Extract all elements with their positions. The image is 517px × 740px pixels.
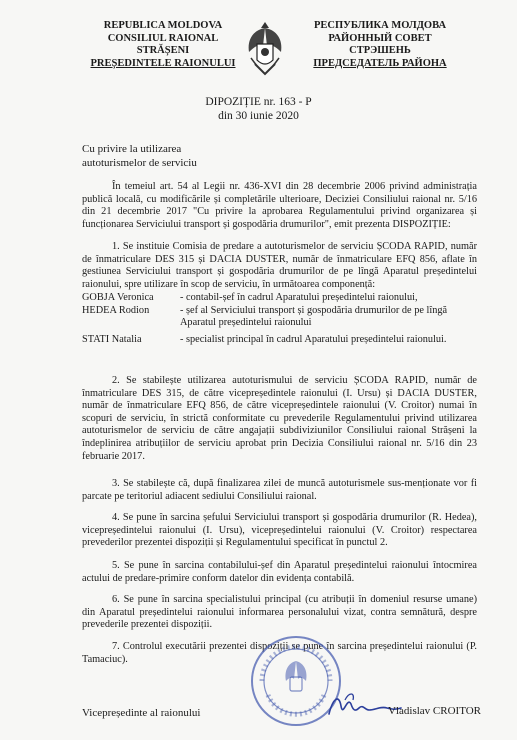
document-title: DIPOZIȚIE nr. 163 - P bbox=[205, 96, 312, 108]
header-right-line2: РАЙОННЫЙ СОВЕТ bbox=[328, 32, 432, 44]
header-left-line1: REPUBLICA MOLDOVA bbox=[103, 20, 223, 31]
paragraph-6: 6. Se pune în sarcina specialistului principal (cu atribuții în domeniul resurse umane) din Aparatul președintelui raionului informarea personalului vizat, contra semnătură, despre prevederile prezentei dispoziții. bbox=[82, 594, 477, 631]
header-right-line3: СТРЭШЕНЬ bbox=[349, 45, 411, 56]
moldova-coat-of-arms-icon bbox=[243, 18, 287, 78]
header-right bbox=[300, 20, 460, 70]
header-right-line4: ПРЕДСЕДАТЕЛЬ РАЙОНА bbox=[313, 57, 447, 69]
member-role: - specialist principal în cadrul Aparatului președintelui raionului. bbox=[180, 333, 447, 345]
subject-line1: Cu privire la utilizarea bbox=[82, 143, 182, 155]
header-left bbox=[78, 20, 248, 70]
header-right-line1: РЕСПУБЛИКА МОЛДОВА bbox=[313, 20, 447, 31]
commission-list bbox=[82, 292, 502, 346]
commission-member bbox=[82, 305, 502, 318]
document-date: din 30 iunie 2020 bbox=[218, 110, 299, 122]
paragraph-2: 2. Se stabilește utilizarea autoturismului de serviciu ȘCODA RAPID, număr de înmatriculare DES 315, de către vicepreședintele raionului (I. Ursu) și DACIA DUSTER, număr de înmatriculare EFQ 856, de către vicepreședintele raionului (V. Croitor) numai în scopuri de serviciu, în strictă conformitate cu prevederile Regulamentului privind utilizarea autoturismelor de serviciu de către angajații subdiviziunilor Consiliului raional Strășeni la îndeplinirea atribuțiilor de serviciu aprobat prin Decizia Consiliului raional nr. 5/16 din 23 februarie 2017. bbox=[82, 375, 477, 462]
signatory-name: Vladislav CROITOR bbox=[388, 705, 481, 717]
member-name: HEDEA Rodion bbox=[82, 304, 150, 316]
member-name: GOBJA Veronica bbox=[82, 292, 154, 303]
paragraph-4: 4. Se pune în sarcina șefului Serviciului transport și gospodăria drumurilor (R. Hedea), vicepreședintelui raionului (I. Ursu), vicepreședintelui raionului (V. Croitor) respectarea prevederilor prezentei dispoziții și Regulamentului specificat în punctul 2. bbox=[82, 512, 477, 549]
signatory-title: Vicepreședinte al raionului bbox=[82, 707, 201, 719]
commission-member-continuation bbox=[82, 317, 502, 330]
subject-line2: autoturismelor de serviciu bbox=[82, 156, 197, 169]
paragraph-1: 1. Se instituie Comisia de predare a autoturismelor de serviciu ȘCODA RAPID, număr de înmatriculare DES 315 și DACIA DUSTER, număr de înmatriculare EFQ 856, aflate în gestiunea Serviciului transport și gospodăria drumurilor de pe lîngă Aparatul președintelui raionului, spre utilizare în scop de serviciu, în următoarea componență: bbox=[82, 241, 477, 290]
member-name: STATI Natalia bbox=[82, 333, 142, 345]
subject bbox=[82, 143, 197, 170]
header-left-line2: CONSILIUL RAIONAL bbox=[107, 32, 219, 44]
header-left-line3: STRĂȘENI bbox=[136, 45, 190, 56]
commission-member bbox=[82, 334, 502, 347]
intro-paragraph: În temeiul art. 54 al Legii nr. 436-XVI din 28 decembrie 2006 privind administrația publică locală, cu modificările și completările ulterioare, Deciziei Consiliului raional nr. 5/16 din 21 decembrie 2017 "Cu privire la aprobarea Regulamentului privind organizarea și funcționarea Serviciului transport și gospodăria drumurilor", emit prezenta DISPOZIȚIE: bbox=[82, 181, 477, 230]
member-role: - șef al Serviciului transport și gospodăria drumurilor de pe lîngă bbox=[180, 304, 448, 316]
paragraph-5: 5. Se pune în sarcina contabilului-șef din Aparatul președintelui raionului întocmirea actului de predare-primire conform datelor din evidența contabilă. bbox=[82, 560, 477, 584]
member-role: - contabil-șef în cadrul Aparatului președintelui raionului, bbox=[180, 292, 418, 303]
paragraph-7: 7. Controlul executării prezentei dispoziții se pune în sarcina președintelui raionului (P. Tamaciuc). bbox=[82, 641, 477, 665]
header-left-line4: PREȘEDINTELE RAIONULUI bbox=[90, 57, 236, 69]
member-role-continued: Aparatul președintelui raionului bbox=[180, 317, 312, 329]
commission-member bbox=[82, 292, 502, 305]
paragraph-3: 3. Se stabilește că, după finalizarea zilei de muncă autoturismele sus-menționate vor fi parcate pe teritoriul adiacent sediului Consiliului raional. bbox=[82, 478, 477, 502]
